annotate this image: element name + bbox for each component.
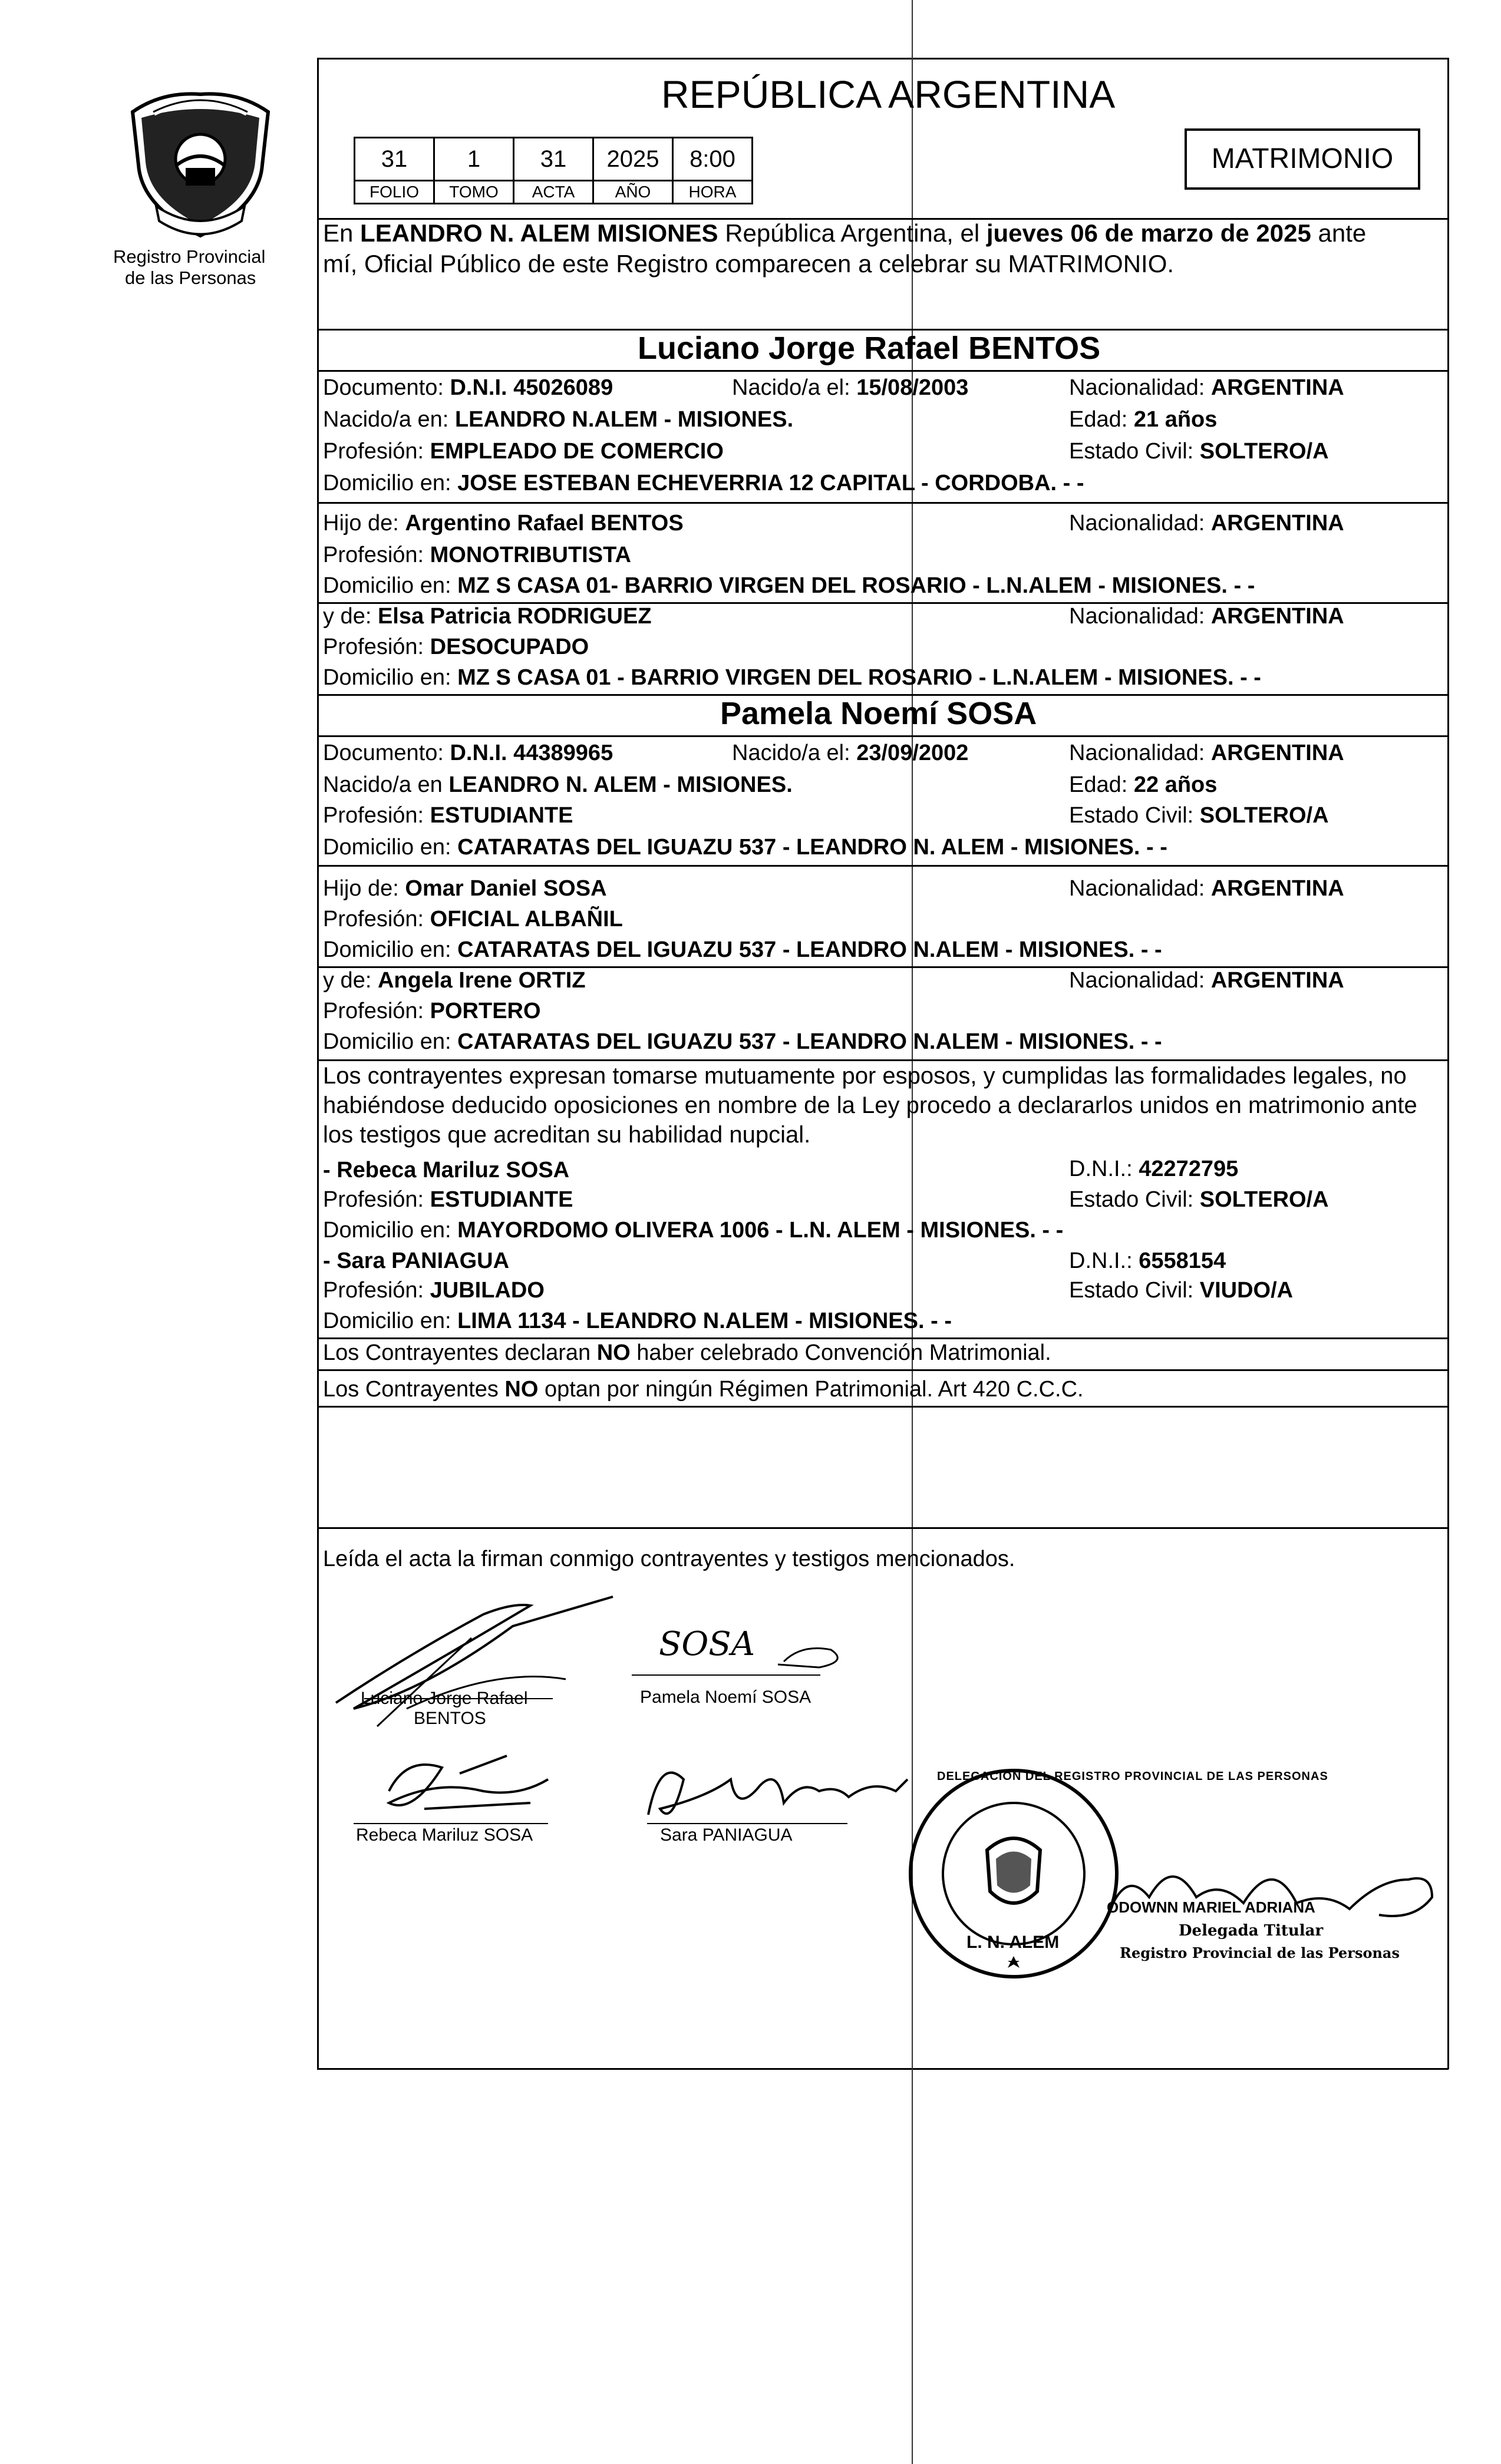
ano-label: AÑO [593, 181, 673, 204]
bride-addr: Domicilio en: CATARATAS DEL IGUAZU 537 - LEANDRO N. ALEM - MISIONES. - - [323, 835, 1167, 860]
official-name: ODOWNN MARIEL ADRIANA [1107, 1898, 1315, 1916]
groom-age: Edad: 21 años [1069, 407, 1218, 432]
official-role: Delegada Titular [1179, 1922, 1324, 1940]
closing-statement: Leída el acta la firman conmigo contrayentes y testigos mencionados. [323, 1547, 1015, 1571]
witness-1-signature-name: Rebeca Mariluz SOSA [356, 1825, 533, 1845]
tomo-label: TOMO [434, 181, 514, 204]
bride-addr-rule [317, 865, 1449, 867]
frame-right [1447, 58, 1449, 2069]
witness-2-civil: Estado Civil: VIUDO/A [1069, 1278, 1294, 1303]
bride-prof: Profesión: ESTUDIANTE [323, 803, 573, 828]
bride-bottom-rule [317, 1059, 1449, 1061]
witness-2-prof: Profesión: JUBILADO [323, 1278, 545, 1303]
bride-signature-icon [625, 1608, 860, 1691]
groom-mother-prof: Profesión: DESOCUPADO [323, 635, 589, 659]
blank-section-rule [317, 1527, 1449, 1529]
folio-value: 31 [355, 138, 434, 181]
bride-nat: Nacionalidad: ARGENTINA [1069, 741, 1344, 765]
bride-age: Edad: 22 años [1069, 772, 1218, 797]
frame-top [317, 58, 1449, 60]
ano-value: 2025 [593, 138, 673, 181]
groom-birthplace: Nacido/a en: LEANDRO N.ALEM - MISIONES. [323, 407, 794, 432]
witness-2-addr: Domicilio en: LIMA 1134 - LEANDRO N.ALEM - MISIONES. - - [323, 1309, 952, 1333]
registry-logo [121, 88, 280, 247]
bride-name-rule [317, 735, 1449, 737]
intro-line-2: mí, Oficial Público de este Registro comparecen a celebrar su MATRIMONIO. [323, 250, 1175, 278]
bride-doc: Documento: D.N.I. 44389965 [323, 741, 613, 765]
official-stamp-place: L. N. ALEM [966, 1933, 1060, 1952]
groom-name-rule [317, 370, 1449, 372]
bride-signature-name: Pamela Noemí SOSA [640, 1687, 811, 1707]
groom-father-prof: Profesión: MONOTRIBUTISTA [323, 543, 631, 567]
official-stamp-text: DELEGACIÓN DEL REGISTRO PROVINCIAL DE LAS PERSONAS [937, 1770, 1328, 1783]
intro-date: jueves 06 de marzo de 2025 [986, 219, 1311, 247]
witness-1-dni: D.N.I.: 42272795 [1069, 1157, 1239, 1181]
tomo-value: 1 [434, 138, 514, 181]
witness-2-signature-icon [636, 1744, 919, 1838]
groom-doc: Documento: D.N.I. 45026089 [323, 375, 613, 400]
groom-father-addr: Domicilio en: MZ S CASA 01- BARRIO VIRGEN DEL ROSARIO - L.N.ALEM - MISIONES. - - [323, 573, 1255, 598]
declaration-line-2: habiéndose deducido oposiciones en nombre de la Ley procedo a declararlos unidos en matrimonio ante [323, 1092, 1417, 1118]
witness-1-signature-line [354, 1823, 548, 1824]
witness-2-dni: D.N.I.: 6558154 [1069, 1248, 1226, 1273]
record-number-table [354, 137, 766, 206]
hora-label: HORA [673, 181, 753, 204]
groom-prof: Profesión: EMPLEADO DE COMERCIO [323, 439, 724, 464]
bride-signature-mark: SOSA [659, 1625, 756, 1663]
bride-father: Hijo de: Omar Daniel SOSA [323, 876, 607, 901]
official-registry: Registro Provincial de las Personas [1120, 1944, 1400, 1961]
witness-2-signature-line [647, 1823, 847, 1824]
witness-2-name: - Sara PANIAGUA [323, 1248, 510, 1273]
witness-2-signature-name: Sara PANIAGUA [660, 1825, 793, 1845]
bride-civil: Estado Civil: SOLTERO/A [1069, 803, 1329, 828]
bride-father-addr: Domicilio en: CATARATAS DEL IGUAZU 537 - LEANDRO N.ALEM - MISIONES. - - [323, 937, 1162, 962]
bride-mother-prof: Profesión: PORTERO [323, 999, 541, 1023]
frame-bottom [317, 2068, 1449, 2070]
declaration-line-1: Los contrayentes expresan tomarse mutuamente por esposos, y cumplidas las formalidades legales, no [323, 1063, 1407, 1089]
folio-label: FOLIO [355, 181, 434, 204]
groom-father: Hijo de: Argentino Rafael BENTOS [323, 511, 684, 536]
acta-value: 31 [514, 138, 593, 181]
convention-line-2: Los Contrayentes NO optan por ningún Régimen Patrimonial. Art 420 C.C.C. [323, 1377, 1084, 1402]
bride-father-nat: Nacionalidad: ARGENTINA [1069, 876, 1344, 901]
groom-civil: Estado Civil: SOLTERO/A [1069, 439, 1329, 464]
bride-birthplace: Nacido/a en LEANDRO N. ALEM - MISIONES. [323, 772, 793, 797]
bride-name: Pamela Noemí SOSA [720, 696, 1037, 731]
bride-mother-addr: Domicilio en: CATARATAS DEL IGUAZU 537 - LEANDRO N.ALEM - MISIONES. - - [323, 1029, 1162, 1054]
bride-father-prof: Profesión: OFICIAL ALBAÑIL [323, 907, 623, 932]
groom-name: Luciano Jorge Rafael BENTOS [638, 331, 1101, 366]
convention-bottom-rule [317, 1406, 1449, 1408]
witness-1-addr: Domicilio en: MAYORDOMO OLIVERA 1006 - L.N. ALEM - MISIONES. - - [323, 1218, 1064, 1243]
frame-left [317, 58, 319, 2069]
intro-place: LEANDRO N. ALEM MISIONES [360, 219, 718, 247]
witness-1-signature-icon [354, 1744, 601, 1838]
groom-mother-addr: Domicilio en: MZ S CASA 01 - BARRIO VIRGEN DEL ROSARIO - L.N.ALEM - MISIONES. - - [323, 665, 1261, 690]
registry-name-line1: Registro Provincial [113, 246, 266, 267]
registry-name-line2: de las Personas [125, 267, 256, 288]
groom-mother: y de: Elsa Patricia RODRIGUEZ [323, 604, 652, 629]
groom-mother-nat: Nacionalidad: ARGENTINA [1069, 604, 1344, 629]
intro-line-1: En LEANDRO N. ALEM MISIONES República Argentina, el jueves 06 de marzo de 2025 ante [323, 219, 1367, 247]
groom-addr-rule [317, 502, 1449, 504]
groom-nat: Nacionalidad: ARGENTINA [1069, 375, 1344, 400]
convention-mid-rule [317, 1369, 1449, 1371]
coat-of-arms-icon [121, 88, 280, 247]
acta-label: ACTA [514, 181, 593, 204]
country-title: REPÚBLICA ARGENTINA [661, 72, 1116, 116]
groom-addr: Domicilio en: JOSE ESTEBAN ECHEVERRIA 12 CAPITAL - CORDOBA. - - [323, 471, 1084, 496]
groom-signature-name-2: BENTOS [414, 1709, 486, 1728]
record-type: MATRIMONIO [1211, 143, 1394, 174]
groom-signature-name-1: Luciano Jorge Rafael [361, 1689, 528, 1708]
witness-1-name: - Rebeca Mariluz SOSA [323, 1158, 570, 1183]
declaration-line-3: los testigos que acreditan su habilidad nupcial. [323, 1122, 811, 1148]
witness-1-civil: Estado Civil: SOLTERO/A [1069, 1187, 1329, 1212]
bride-mother: y de: Angela Irene ORTIZ [323, 968, 586, 993]
hora-value: 8:00 [673, 138, 753, 181]
convention-line-1: Los Contrayentes declaran NO haber celebrado Convención Matrimonial. [323, 1340, 1051, 1365]
bride-born: Nacido/a el: 23/09/2002 [732, 741, 969, 765]
bride-signature-line [632, 1674, 820, 1676]
groom-born: Nacido/a el: 15/08/2003 [732, 375, 969, 400]
groom-father-nat: Nacionalidad: ARGENTINA [1069, 511, 1344, 536]
bride-mother-nat: Nacionalidad: ARGENTINA [1069, 968, 1344, 993]
witness-1-prof: Profesión: ESTUDIANTE [323, 1187, 573, 1212]
record-type-box [1185, 128, 1420, 190]
